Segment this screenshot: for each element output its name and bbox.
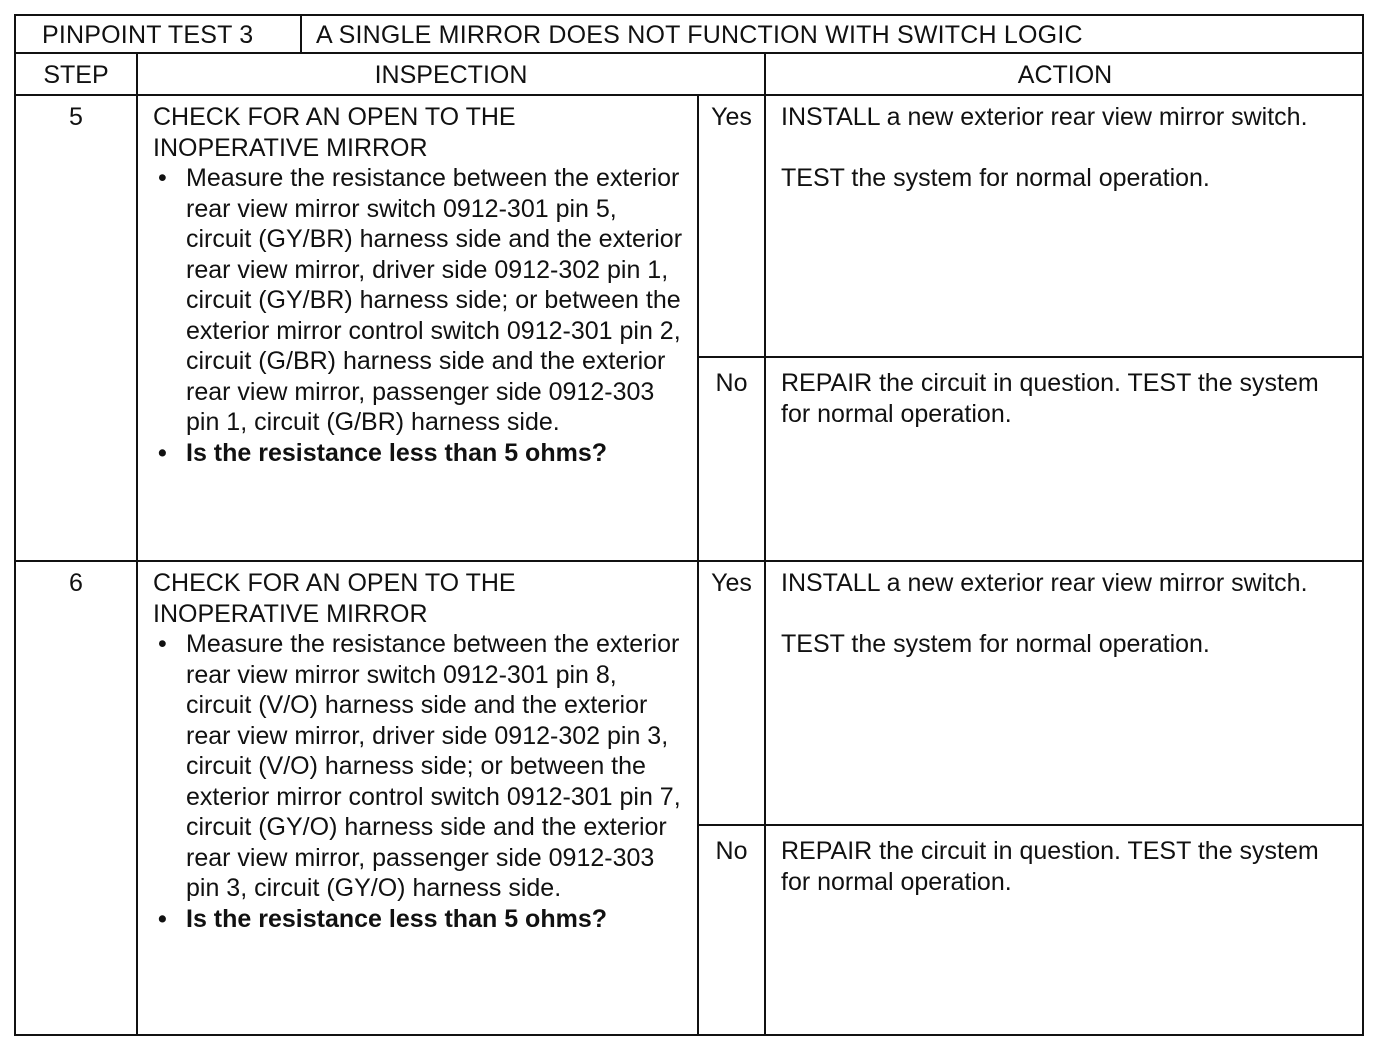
pinpoint-test-table: [14, 14, 1364, 1036]
inspection-heading-line: CHECK FOR AN OPEN TO THE: [153, 569, 516, 597]
inspection-cell: [138, 96, 699, 560]
no-action: [766, 358, 1364, 429]
answers-cell: [699, 562, 1364, 1036]
action-text: TEST the system for normal operation.: [781, 630, 1210, 658]
title-row: [16, 16, 1362, 54]
answers-cell: [699, 96, 1364, 560]
action-text: TEST the system for normal operation.: [781, 164, 1210, 192]
inspection-question: • Is the resistance less than 5 ohms?: [153, 438, 687, 469]
column-header-step: STEP: [16, 54, 138, 94]
inspection-heading-line: INOPERATIVE MIRROR: [153, 599, 428, 628]
action-text: INSTALL a new exterior rear view mirror switch.: [781, 103, 1308, 131]
test-title: A SINGLE MIRROR DOES NOT FUNCTION WITH SWITCH LOGIC: [316, 21, 1083, 49]
inspection-heading: [153, 568, 687, 629]
answer-yes: [699, 562, 1364, 824]
step-number: 5: [16, 96, 138, 560]
inspection-question: • Is the resistance less than 5 ohms?: [153, 904, 687, 935]
yes-action: [766, 96, 1364, 194]
inspection-list: [153, 163, 687, 468]
answer-no: [699, 356, 1364, 560]
test-id: PINPOINT TEST 3: [16, 16, 302, 52]
action-text: REPAIR the circuit in question. TEST the system for normal operation.: [781, 837, 1319, 896]
column-header-row: [16, 54, 1362, 96]
action-text: INSTALL a new exterior rear view mirror switch.: [781, 569, 1308, 597]
table-row: [16, 96, 1362, 562]
action-text: REPAIR the circuit in question. TEST the system for normal operation.: [781, 369, 1319, 428]
inspection-heading-line: CHECK FOR AN OPEN TO THE: [153, 103, 516, 131]
answer-no: [699, 824, 1364, 1036]
column-header-inspection: INSPECTION: [138, 54, 766, 94]
step-number: 6: [16, 562, 138, 1036]
column-header-action: ACTION: [1017, 61, 1113, 89]
yes-label: Yes: [699, 562, 766, 824]
answer-yes: [699, 96, 1364, 356]
table-row: [16, 562, 1362, 1036]
inspection-heading-line: INOPERATIVE MIRROR: [153, 133, 428, 162]
measure-instruction: • Measure the resistance between the exterior rear view mirror switch 0912-301 pin 8, circuit (V/O) harness side and the exterior rear view mirror, driver side 0912-302 pin 3, circuit (V/O) harness side; or between the exterior mirror control switch 0912-301 pin 7, circuit (GY/O) harness side and the exterior rear view mirror, passenger side 0912-303 pin 3, circuit (GY/O) harness side.: [153, 629, 687, 904]
yes-action: [766, 562, 1364, 660]
inspection-heading: [153, 102, 687, 163]
no-label: No: [699, 826, 766, 1036]
yes-label: Yes: [699, 96, 766, 356]
inspection-cell: [138, 562, 699, 1036]
measure-instruction: • Measure the resistance between the exterior rear view mirror switch 0912-301 pin 5, circuit (GY/BR) harness side and the exterior rear view mirror, driver side 0912-302 pin 1, circuit (GY/BR) harness side; or between the exterior mirror control switch 0912-301 pin 2, circuit (G/BR) harness side and the exterior rear view mirror, passenger side 0912-303 pin 1, circuit (G/BR) harness side.: [153, 163, 687, 438]
no-label: No: [699, 358, 766, 560]
inspection-list: [153, 629, 687, 934]
no-action: [766, 826, 1364, 897]
